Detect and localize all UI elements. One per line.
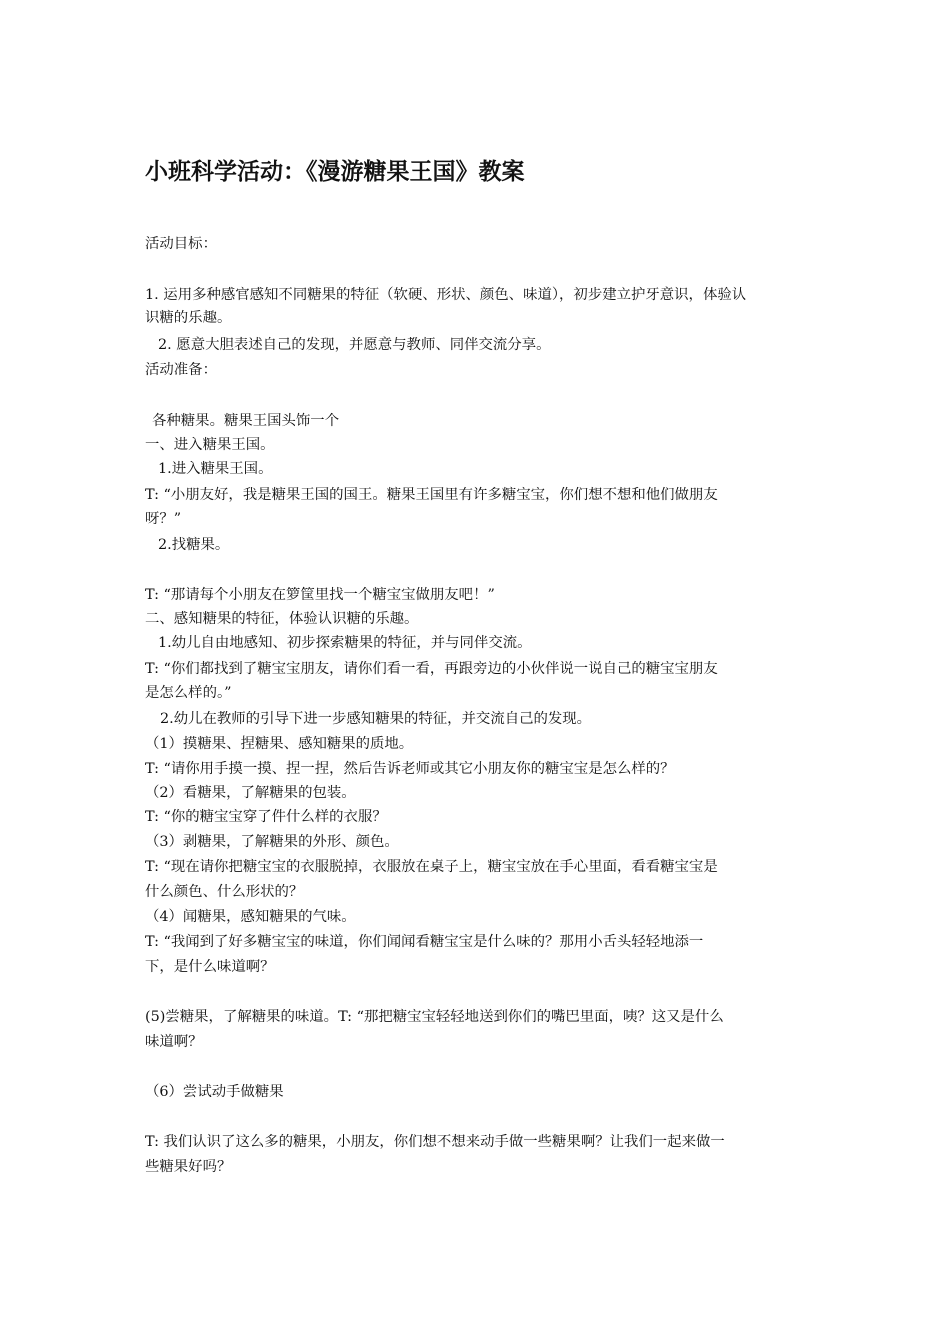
paragraph-line: 些糖果好吗？ (145, 1159, 232, 1175)
paragraph-line: 是怎么样的。” (145, 685, 232, 701)
paragraph-line: 1. 运用多种感官感知不同糖果的特征（软硬、形状、颜色、味道），初步建立护牙意识，体验认 (145, 287, 747, 303)
paragraph-line: T: “那请每个小朋友在箩筐里找一个糖宝宝做朋友吧！” (145, 587, 495, 603)
paragraph-line: T: “你们都找到了糖宝宝朋友，请你们看一看，再跟旁边的小伙伴说一说自己的糖宝宝朋友 (145, 661, 718, 677)
paragraph-line: 呀？” (145, 511, 182, 527)
paragraph-line: (5)尝糖果，了解糖果的味道。T: “那把糖宝宝轻轻地送到你们的嘴巴里面，咦？这又是什么 (145, 1009, 724, 1025)
paragraph-line: （4）闻糖果，感知糖果的气味。 (145, 909, 356, 925)
paragraph-line: 1.进入糖果王国。 (158, 461, 273, 477)
paragraph-line: 下，是什么味道啊？ (145, 959, 275, 975)
paragraph-line: 各种糖果。糖果王国头饰一个 (152, 413, 340, 429)
paragraph-line: 1.幼儿自由地感知、初步探索糖果的特征，并与同伴交流。 (158, 635, 532, 651)
section-heading-2: 二、感知糖果的特征，体验认识糖的乐趣。 (145, 611, 419, 627)
paragraph-line: （1）摸糖果、捏糖果、感知糖果的质地。 (145, 736, 414, 752)
section-heading-goals: 活动目标： (145, 236, 217, 252)
paragraph-line: T: “我闻到了好多糖宝宝的味道，你们闻闻看糖宝宝是什么味的？那用小舌头轻轻地添一 (145, 934, 704, 950)
section-heading-1: 一、进入糖果王国。 (145, 437, 275, 453)
paragraph-line: 2.幼儿在教师的引导下进一步感知糖果的特征，并交流自己的发现。 (160, 711, 592, 727)
paragraph-line: T: 我们认识了这么多的糖果，小朋友，你们想不想来动手做一些糖果啊？让我们一起来做一 (145, 1134, 725, 1150)
paragraph-line: 2. 愿意大胆表述自己的发现，并愿意与教师、同伴交流分享。 (158, 337, 551, 353)
paragraph-line: T: “请你用手摸一摸、捏一捏，然后告诉老师或其它小朋友你的糖宝宝是怎么样的？ (145, 761, 675, 777)
paragraph-line: 识糖的乐趣。 (145, 310, 232, 326)
paragraph-line: 味道啊？ (145, 1034, 203, 1050)
paragraph-line: （2）看糖果，了解糖果的包装。 (145, 785, 356, 801)
paragraph-line: T: “你的糖宝宝穿了件什么样的衣服？ (145, 809, 387, 825)
paragraph-line: （3）剥糖果，了解糖果的外形、颜色。 (145, 834, 399, 850)
paragraph-line: T: “现在请你把糖宝宝的衣服脱掉，衣服放在桌子上，糖宝宝放在手心里面，看看糖宝宝是 (145, 859, 718, 875)
document-title: 小班科学活动：《漫游糖果王国》教案 (145, 159, 525, 185)
paragraph-line: 2.找糖果。 (158, 537, 230, 553)
paragraph-line: （6）尝试动手做糖果 (145, 1084, 284, 1100)
paragraph-line: T: “小朋友好，我是糖果王国的国王。糖果王国里有许多糖宝宝，你们想不想和他们做朋友 (145, 487, 718, 503)
section-heading-preparation: 活动准备： (145, 362, 217, 378)
paragraph-line: 什么颜色、什么形状的？ (145, 884, 304, 900)
